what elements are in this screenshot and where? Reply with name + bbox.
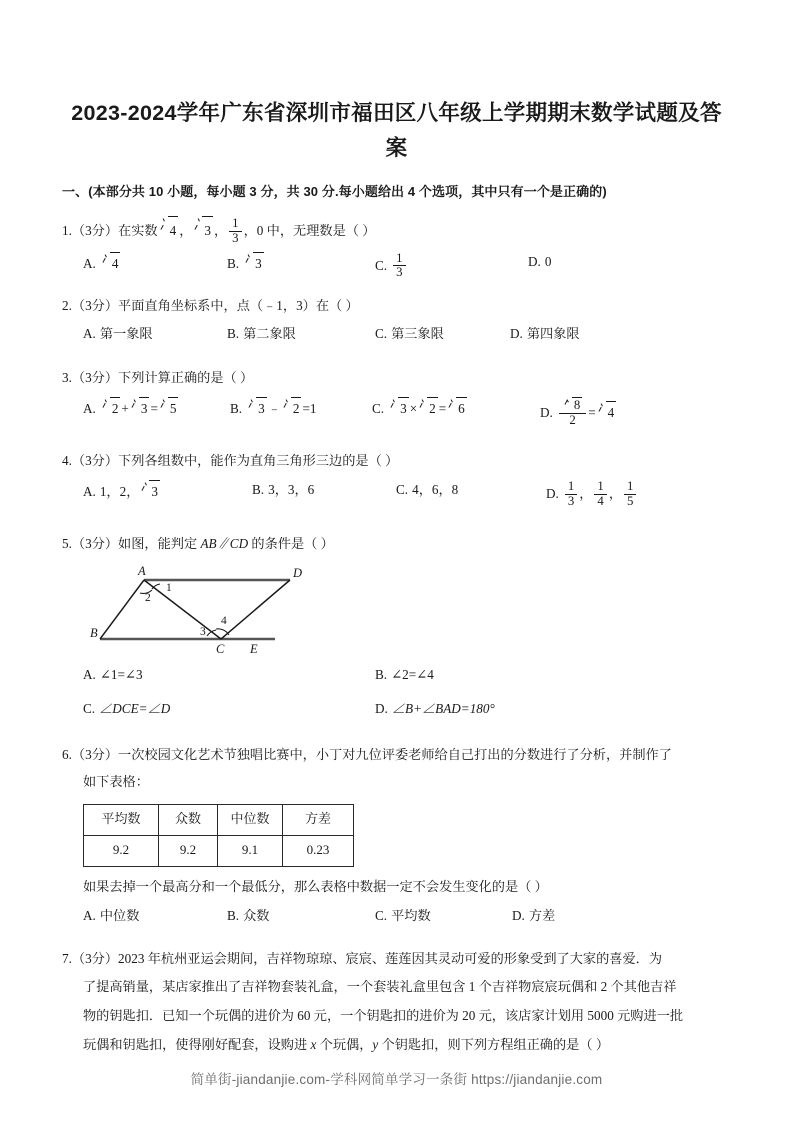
question-5-number: 5. bbox=[62, 535, 72, 551]
option-text: ∠B+∠BAD=180° bbox=[391, 700, 495, 716]
vertex-label-E: E bbox=[250, 641, 258, 655]
question-5-stem-expression: AB∥CD bbox=[200, 535, 249, 551]
option-text: 众数 bbox=[243, 907, 270, 923]
question-2-options bbox=[62, 324, 731, 350]
variable-y: y bbox=[372, 1036, 379, 1052]
question-1-option-c[interactable] bbox=[375, 252, 408, 281]
option-text: 0 bbox=[544, 253, 552, 269]
question-6-option-a[interactable] bbox=[83, 906, 139, 926]
question-6-option-c[interactable] bbox=[375, 906, 431, 926]
question-1-stem-text-b: ，0 中，无理数是（ ） bbox=[243, 223, 376, 239]
question-3-stem-text: 下列计算正确的是（ ） bbox=[118, 370, 254, 386]
question-6-stem-line-2: 如下表格： bbox=[83, 774, 149, 790]
option-text: 第三象限 bbox=[391, 326, 444, 342]
question-6-stem-text: 一次校园文化艺术节独唱比赛中，小丁对九位评委老师给自己打出的分数进行了分析，并制作了 bbox=[118, 746, 672, 762]
question-7-stem-line-3: 物的钥匙扣．已知一个玩偶的进价为 60 元，一个钥匙扣的进价为 20 元，该店家计划用 5000 元购进一批 bbox=[83, 1008, 684, 1024]
sqrt-2: 2 bbox=[282, 397, 302, 419]
question-5-option-a[interactable] bbox=[83, 665, 143, 685]
question-1-number: 1. bbox=[62, 223, 72, 239]
option-label: D. bbox=[528, 253, 541, 269]
question-1 bbox=[62, 216, 731, 280]
question-5-option-d[interactable] bbox=[375, 699, 495, 719]
question-6-options bbox=[62, 906, 731, 932]
question-5-option-b[interactable] bbox=[375, 665, 434, 685]
option-label: B. bbox=[227, 326, 240, 342]
angle-label-1: 1 bbox=[166, 581, 172, 594]
page-footer: 简单街-jiandanjie.com-学科网简单学习一条街 https://jiandanjie.com bbox=[190, 1072, 603, 1087]
option-label: A. bbox=[83, 907, 96, 923]
sqrt-4: 4 bbox=[101, 252, 121, 274]
option-label: A. bbox=[83, 401, 96, 417]
option-text: 3，3，6 bbox=[268, 481, 315, 497]
question-2-stem bbox=[62, 293, 731, 319]
sqrt-3: 3 bbox=[247, 397, 267, 419]
question-7-stem-line-2: 了提高销量，某店家推出了吉祥物套装礼盒，一个套装礼盒里包含 1 个吉祥物宸宸玩偶和 2 个其他吉祥 bbox=[83, 979, 677, 995]
option-label: A. bbox=[83, 255, 96, 271]
option-label: C. bbox=[396, 481, 409, 497]
question-3-options bbox=[62, 397, 731, 433]
fraction-one-third-inline: $\frac{1}{3}$ bbox=[229, 217, 241, 246]
question-1-option-d[interactable] bbox=[528, 252, 551, 272]
question-3 bbox=[62, 365, 731, 433]
question-1-stem: 1.（3分）在实数 4 ， 3 ， $\frac{1}{3}$ ，0 中，无理数是（ ） bbox=[62, 216, 376, 245]
sqrt-2: 2 bbox=[101, 397, 121, 419]
question-4-option-d[interactable]: D. $\frac{1}{3}$ ， $\frac{1}{4}$ ， $\frac{1}{5}$ bbox=[546, 480, 638, 509]
question-1-option-a[interactable] bbox=[83, 252, 121, 274]
parallel-lines-diagram bbox=[90, 563, 360, 655]
option-label: C. bbox=[375, 326, 388, 342]
question-7-number: 7. bbox=[62, 950, 72, 966]
question-7-line4-a: 玩偶和钥匙扣，使得刚好配套，设购进 bbox=[83, 1036, 311, 1052]
fraction-one-third: $\frac{1}{3}$ bbox=[393, 252, 405, 281]
segment-AC bbox=[144, 580, 221, 639]
question-6 bbox=[62, 741, 731, 932]
option-label: D. bbox=[540, 405, 553, 421]
sqrt-2: 2 bbox=[418, 397, 438, 419]
question-6-table-wrap bbox=[62, 804, 731, 867]
question-6-stem-line-1 bbox=[62, 741, 731, 770]
question-4-number: 4. bbox=[62, 453, 72, 469]
question-1-stem-text-a: 在实数 bbox=[118, 223, 158, 239]
fraction-sqrt8-over-2: $\frac{8}{2}$ bbox=[559, 397, 586, 428]
segment-CD bbox=[221, 580, 290, 639]
angle-label-2: 2 bbox=[145, 591, 151, 604]
question-3-option-c[interactable]: C. 3 × 2 = 6 bbox=[372, 397, 468, 419]
table-row-headers bbox=[84, 805, 354, 836]
question-3-option-d[interactable]: D. $\frac{8}{2}$ = 4 bbox=[540, 398, 615, 427]
question-5-stem bbox=[62, 531, 731, 557]
question-1-marks: （3分） bbox=[71, 223, 119, 239]
question-2-option-b[interactable] bbox=[227, 324, 296, 344]
sqrt-6: 6 bbox=[447, 397, 467, 419]
option-label: D. bbox=[375, 700, 388, 716]
option-label: B. bbox=[252, 481, 265, 497]
fraction-one-fourth: $\frac{1}{4}$ bbox=[594, 480, 606, 509]
question-2-option-c[interactable] bbox=[375, 324, 444, 344]
option-text: ∠1=∠3 bbox=[99, 666, 143, 682]
page-title: 2023-2024学年广东省深圳市福田区八年级上学期期末数学试题及答案 bbox=[71, 101, 722, 160]
vertex-label-D: D bbox=[293, 565, 303, 580]
question-2-stem-text: 平面直角坐标系中，点（﹣1，3）在（ ） bbox=[118, 297, 359, 313]
fraction-one-third: $\frac{1}{3}$ bbox=[565, 480, 577, 509]
table-header-variance: 方差 bbox=[283, 805, 354, 836]
question-4-option-a[interactable]: A. 1，2， 3 bbox=[83, 480, 161, 502]
question-3-option-b[interactable]: B. 3 ﹣ 2 =1 bbox=[230, 397, 317, 419]
question-5-figure bbox=[62, 563, 731, 655]
question-5-marks: （3分） bbox=[71, 535, 119, 551]
question-5-options-row1 bbox=[62, 665, 731, 692]
question-5-stem-text-a: 如图，能判定 bbox=[118, 535, 201, 551]
question-3-stem bbox=[62, 365, 731, 391]
question-4-option-c[interactable] bbox=[396, 480, 458, 500]
table-value-mean: 9.2 bbox=[84, 835, 159, 866]
question-3-number: 3. bbox=[62, 370, 72, 386]
option-text: 方差 bbox=[528, 907, 556, 923]
question-4-option-b[interactable] bbox=[252, 480, 314, 500]
question-7-stem-text: 2023 年杭州亚运会期间，吉祥物琼琼、宸宸、莲莲因其灵动可爱的形象受到了大家的喜爱．为 bbox=[118, 950, 663, 966]
question-6-stem-after-table: 如果去掉一个最高分和一个最低分，那么表格中数据一定不会发生变化的是（ ） bbox=[83, 878, 548, 894]
table-row-values bbox=[84, 835, 354, 866]
sqrt-5: 5 bbox=[159, 397, 179, 419]
sqrt-8: 8 bbox=[563, 397, 582, 413]
option-label: A. bbox=[83, 666, 96, 682]
sqrt-3: 3 bbox=[140, 480, 160, 502]
statistics-table bbox=[83, 804, 354, 867]
question-3-marks: （3分） bbox=[71, 370, 119, 386]
option-label: C. bbox=[372, 401, 385, 417]
option-label: B. bbox=[375, 666, 388, 682]
table-header-mode: 众数 bbox=[159, 805, 218, 836]
question-1-options bbox=[62, 252, 731, 278]
option-label: A. bbox=[83, 483, 96, 499]
question-2-option-a[interactable] bbox=[83, 324, 153, 344]
question-4-stem-text: 下列各组数中，能作为直角三角形三边的是（ ） bbox=[118, 453, 399, 469]
option-label: D. bbox=[510, 326, 523, 342]
question-2-marks: （3分） bbox=[71, 297, 119, 313]
question-4-stem bbox=[62, 448, 731, 474]
table-header-mean: 平均数 bbox=[84, 805, 159, 836]
question-5 bbox=[62, 531, 731, 726]
angle-label-4: 4 bbox=[221, 614, 227, 627]
option-text: 中位数 bbox=[99, 907, 140, 923]
fraction-one-fifth: $\frac{1}{5}$ bbox=[624, 480, 636, 509]
table-value-mode: 9.2 bbox=[159, 835, 218, 866]
question-7-line4-c: 个钥匙扣，则下列方程组正确的是（ ） bbox=[378, 1036, 610, 1052]
option-label: D. bbox=[546, 485, 559, 501]
question-3-option-a[interactable]: A. 2 + 3 = 5 bbox=[83, 397, 179, 419]
vertex-label-C: C bbox=[216, 641, 225, 655]
option-text: 第一象限 bbox=[99, 326, 153, 342]
sqrt-3: 3 bbox=[130, 397, 150, 419]
option-label: C. bbox=[83, 700, 96, 716]
question-5-options-row2 bbox=[62, 699, 731, 726]
vertex-label-A: A bbox=[138, 563, 146, 578]
question-4-marks: （3分） bbox=[71, 453, 119, 469]
option-text: 第二象限 bbox=[243, 326, 296, 342]
angle-label-3: 3 bbox=[200, 625, 206, 638]
question-6-option-d[interactable] bbox=[512, 906, 555, 926]
sqrt-4: 4 bbox=[597, 401, 617, 423]
question-7-line4-b: 个玩偶， bbox=[316, 1036, 373, 1052]
option-text: 第四象限 bbox=[526, 326, 580, 342]
option-label: C. bbox=[375, 257, 388, 273]
option-label: D. bbox=[512, 907, 525, 923]
option-label: B. bbox=[227, 255, 240, 271]
question-5-option-c[interactable] bbox=[83, 699, 170, 719]
table-value-variance: 0.23 bbox=[283, 835, 354, 866]
table-header-median: 中位数 bbox=[218, 805, 283, 836]
option-label: B. bbox=[230, 401, 243, 417]
variable-x: x bbox=[310, 1036, 317, 1052]
question-1-option-b[interactable] bbox=[227, 252, 265, 274]
question-6-number: 6. bbox=[62, 746, 72, 762]
question-7 bbox=[62, 945, 731, 1060]
segment-AB bbox=[100, 580, 144, 639]
question-2-option-d[interactable] bbox=[510, 324, 580, 344]
sqrt-3: 3 bbox=[389, 397, 409, 419]
sqrt-3: 3 bbox=[244, 252, 264, 274]
sqrt-3-inline: 3 bbox=[193, 216, 213, 244]
option-label: C. bbox=[375, 907, 388, 923]
question-2-number: 2. bbox=[62, 297, 72, 313]
question-7-stem-line-1 bbox=[62, 945, 731, 974]
question-4 bbox=[62, 448, 731, 516]
question-7-stem-line-4 bbox=[62, 1031, 731, 1060]
question-2 bbox=[62, 293, 731, 351]
section-heading: 一、(本部分共 10 小题，每小题 3 分，共 30 分.每小题给出 4 个选项，其中只有一个是正确的) bbox=[62, 183, 607, 199]
question-7-marks: （3分） bbox=[71, 950, 119, 966]
option-text: 4，6，8 bbox=[412, 481, 459, 497]
question-5-stem-text-b: 的条件是（ ） bbox=[248, 535, 334, 551]
option-label: A. bbox=[83, 326, 96, 342]
sqrt-4-inline: 4 bbox=[159, 216, 179, 244]
question-6-option-b[interactable] bbox=[227, 906, 269, 926]
question-6-marks: （3分） bbox=[71, 746, 119, 762]
option-text: ∠2=∠4 bbox=[391, 666, 434, 682]
option-label: B. bbox=[227, 907, 240, 923]
option-text: ∠DCE=∠D bbox=[99, 700, 171, 716]
question-4-options bbox=[62, 480, 731, 516]
table-value-median: 9.1 bbox=[218, 835, 283, 866]
option-text: 平均数 bbox=[391, 907, 431, 923]
vertex-label-B: B bbox=[90, 625, 98, 640]
